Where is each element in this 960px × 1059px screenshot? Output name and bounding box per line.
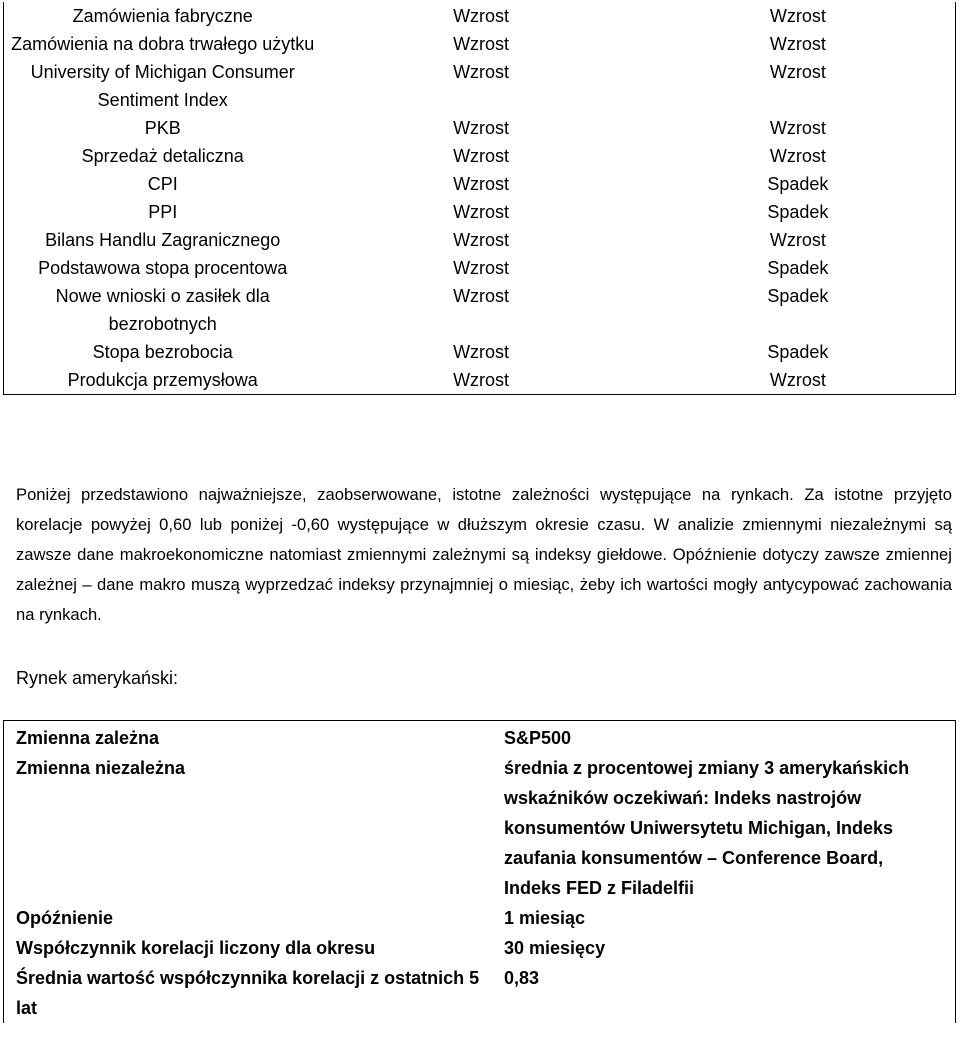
indicator-value-b: Wzrost — [769, 146, 826, 166]
table-row — [4, 2, 956, 30]
paragraph-sentence: Poniżej przedstawiono najważniejsze, zaobserwowane, istotne zależności występujące na rynkach. — [16, 485, 794, 504]
indicator-value-a: Wzrost — [453, 342, 510, 362]
table-row — [4, 282, 956, 338]
details-table — [3, 720, 956, 1023]
indicator-value-a: Wzrost — [453, 258, 510, 278]
table-row — [4, 721, 956, 754]
indicator-value-a: Wzrost — [453, 6, 510, 26]
table-row — [4, 226, 956, 254]
paragraph-sentence: W analizie zmiennymi niezależnymi są zawsze dane makroekonomiczne natomiast zmiennymi zależnymi są indeksy giełdowe. — [16, 515, 952, 564]
table-row — [4, 753, 956, 903]
indicator-value-b: Spadek — [767, 286, 829, 306]
indicator-value-a: Wzrost — [453, 202, 510, 222]
indicator-value-a: Wzrost — [453, 34, 510, 54]
indicator-name: PKB — [144, 118, 181, 138]
indicator-value-b: Wzrost — [769, 6, 826, 26]
indicator-name: CPI — [147, 174, 178, 194]
indicator-name: University of Michigan Consumer Sentiment Index — [30, 62, 295, 110]
paragraph-sentence: Opóźnienie dotyczy zawsze zmiennej zależnej – dane makro muszą wyprzedzać indeksy przynajmniej o miesiąc, żeby ich wartości mogły antycypować zachowania na rynkach. — [16, 545, 952, 624]
indicator-name: Sprzedaż detaliczna — [81, 146, 244, 166]
table-row — [4, 30, 956, 58]
table-row — [4, 58, 956, 114]
indicator-value-b: Wzrost — [769, 118, 826, 138]
indicator-value-a: Wzrost — [453, 62, 510, 82]
detail-key: Współczynnik korelacji liczony dla okresu — [16, 938, 376, 958]
indicator-value-b: Wzrost — [769, 34, 826, 54]
indicator-name: Produkcja przemysłowa — [67, 370, 258, 390]
indicator-name: Nowe wnioski o zasiłek dla bezrobotnych — [55, 286, 270, 334]
indicator-value-b: Spadek — [767, 258, 829, 278]
detail-key: Zmienna zależna — [16, 728, 160, 748]
indicator-value-a: Wzrost — [453, 174, 510, 194]
indicator-value-a: Wzrost — [453, 118, 510, 138]
detail-value: 30 miesięcy — [504, 938, 606, 958]
detail-value: 1 miesiąc — [504, 908, 586, 928]
table-row — [4, 170, 956, 198]
indicator-name: Stopa bezrobocia — [92, 342, 233, 362]
indicator-name: Podstawowa stopa procentowa — [38, 258, 288, 278]
indicator-name: PPI — [148, 202, 178, 222]
detail-value: średnia z procentowej zmiany 3 amerykańskich wskaźników oczekiwań: Indeks nastrojów konsumentów Uniwersytetu Michigan, Indeks zaufania konsumentów – Conference Board, Indeks FED z Filadelfii — [504, 758, 910, 898]
indicator-value-b: Spadek — [767, 342, 829, 362]
table-row — [4, 338, 956, 366]
indicator-value-b: Spadek — [767, 202, 829, 222]
correlation-description-paragraph — [16, 480, 952, 630]
detail-key: Średnia wartość współczynnika korelacji z ostatnich 5 lat — [16, 968, 480, 1018]
indicator-value-b: Wzrost — [769, 230, 826, 250]
indicator-value-a: Wzrost — [453, 286, 510, 306]
table-row — [4, 933, 956, 963]
indicators-table — [3, 2, 956, 395]
indicator-value-b: Wzrost — [769, 370, 826, 390]
indicator-value-a: Wzrost — [453, 146, 510, 166]
table-row — [4, 198, 956, 226]
detail-value: 0,83 — [504, 968, 540, 988]
table-row — [4, 254, 956, 282]
paragraph-sentence: Za istotne przyjęto korelacje powyżej 0,60 lub poniżej -0,60 występujące w dłuższym okresie czasu. — [16, 485, 953, 534]
detail-key: Opóźnienie — [16, 908, 114, 928]
indicator-value-b: Wzrost — [769, 62, 826, 82]
indicator-value-a: Wzrost — [453, 370, 510, 390]
table-row — [4, 366, 956, 395]
table-row — [4, 114, 956, 142]
indicator-value-a: Wzrost — [453, 230, 510, 250]
table-row — [4, 903, 956, 933]
detail-value: S&P500 — [504, 728, 572, 748]
indicator-name: Bilans Handlu Zagranicznego — [45, 230, 281, 250]
table-row — [4, 142, 956, 170]
detail-key: Zmienna niezależna — [16, 758, 186, 778]
section-heading: Rynek amerykański: — [16, 668, 179, 688]
indicator-name: Zamówienia fabryczne — [72, 6, 253, 26]
indicator-name: Zamówienia na dobra trwałego użytku — [11, 34, 315, 54]
table-row — [4, 963, 956, 1023]
indicator-value-b: Spadek — [767, 174, 829, 194]
